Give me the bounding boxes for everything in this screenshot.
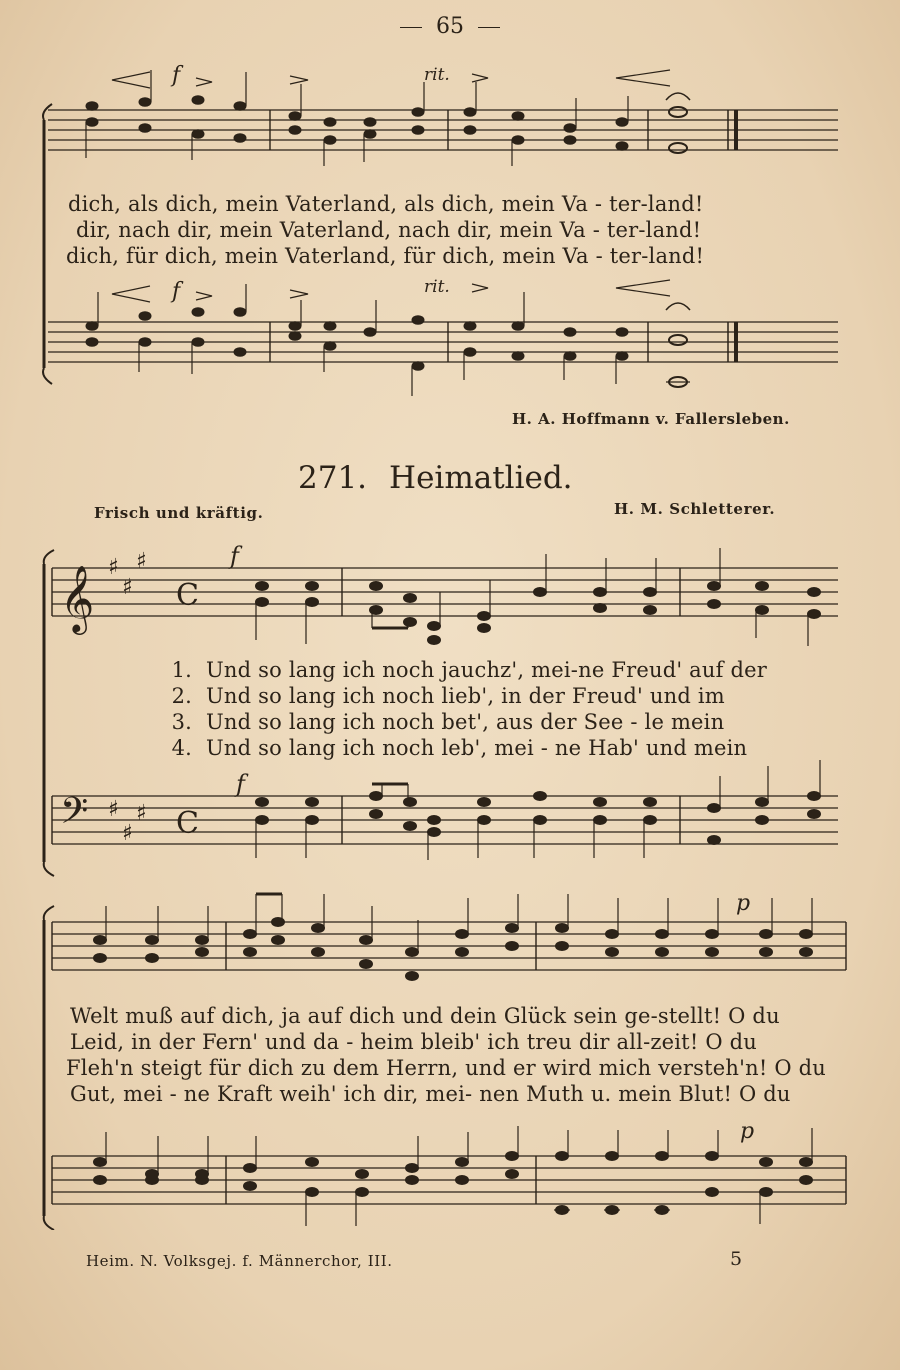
bass-clef-icon: 𝄢 xyxy=(60,790,89,841)
song-title-text: Heimatlied. xyxy=(389,460,573,496)
verse-line xyxy=(146,658,767,682)
verse-line xyxy=(146,736,747,760)
rit-mark: rit. xyxy=(424,65,450,85)
verse-line: Fleh'n steigt für dich zu dem Herrn, und er wird mich versteh'n! O du xyxy=(66,1056,826,1080)
signature-mark: 5 xyxy=(730,1248,743,1270)
treble-clef-icon: 𝄞 xyxy=(60,564,95,632)
piano-mark: p xyxy=(740,1119,755,1144)
piano-mark: p xyxy=(736,891,751,916)
verse-text: Und so lang ich noch bet', aus der See - le mein xyxy=(206,710,725,734)
verse-line: Leid, in der Fern' und da - heim bleib' ich treu dir all-zeit! O du xyxy=(70,1030,757,1054)
song-number: 271. xyxy=(298,460,368,496)
verse-number: 2. xyxy=(171,684,192,708)
sharp-icon: ♯ xyxy=(122,575,133,600)
common-time-icon: C xyxy=(176,578,199,613)
lyric-line: dich, als dich, mein Vaterland, als dich, mein Va - ter-land! xyxy=(68,192,704,216)
system-3-music xyxy=(0,880,900,1230)
verse-number: 4. xyxy=(171,736,192,760)
lyricist-credit: H. A. Hoffmann v. Fallersleben. xyxy=(512,410,790,428)
forte-mark: f xyxy=(172,63,181,88)
forte-mark: f xyxy=(236,770,245,798)
verse-number: 3. xyxy=(171,710,192,734)
sharp-icon: ♯ xyxy=(136,549,147,574)
rit-mark: rit. xyxy=(424,277,450,297)
sharp-icon: ♯ xyxy=(108,555,119,580)
verse-text: Und so lang ich noch leb', mei - ne Hab' und mein xyxy=(206,736,748,760)
verse-line: Welt muß auf dich, ja auf dich und dein Glück sein ge-stellt! O du xyxy=(70,1004,780,1028)
verse-text: Und so lang ich noch lieb', in der Freud' und im xyxy=(206,684,725,708)
verse-number: 1. xyxy=(171,658,192,682)
verse-text: Und so lang ich noch jauchz', mei-ne Freud' auf der xyxy=(206,658,767,682)
page-number: 65 xyxy=(0,14,900,39)
lyric-line: dich, für dich, mein Vaterland, für dich, mein Va - ter-land! xyxy=(66,244,705,268)
footer-source: Heim. N. Volksgej. f. Männerchor, III. xyxy=(86,1252,393,1270)
sharp-icon: ♯ xyxy=(136,801,147,826)
verse-line: Gut, mei - ne Kraft weih' ich dir, mei- nen Muth u. mein Blut! O du xyxy=(70,1082,791,1106)
common-time-icon: C xyxy=(176,806,199,841)
song-title xyxy=(298,460,573,496)
lyric-line: dir, nach dir, mein Vaterland, nach dir, mein Va - ter-land! xyxy=(76,218,702,242)
verse-line xyxy=(146,710,724,734)
sharp-icon: ♯ xyxy=(122,821,133,846)
composer-credit: H. M. Schletterer. xyxy=(614,500,776,518)
forte-mark: f xyxy=(230,542,239,570)
tempo-marking: Frisch und kräftig. xyxy=(94,504,264,522)
forte-mark: f xyxy=(172,279,181,304)
sharp-icon: ♯ xyxy=(108,797,119,822)
verse-line xyxy=(146,684,725,708)
